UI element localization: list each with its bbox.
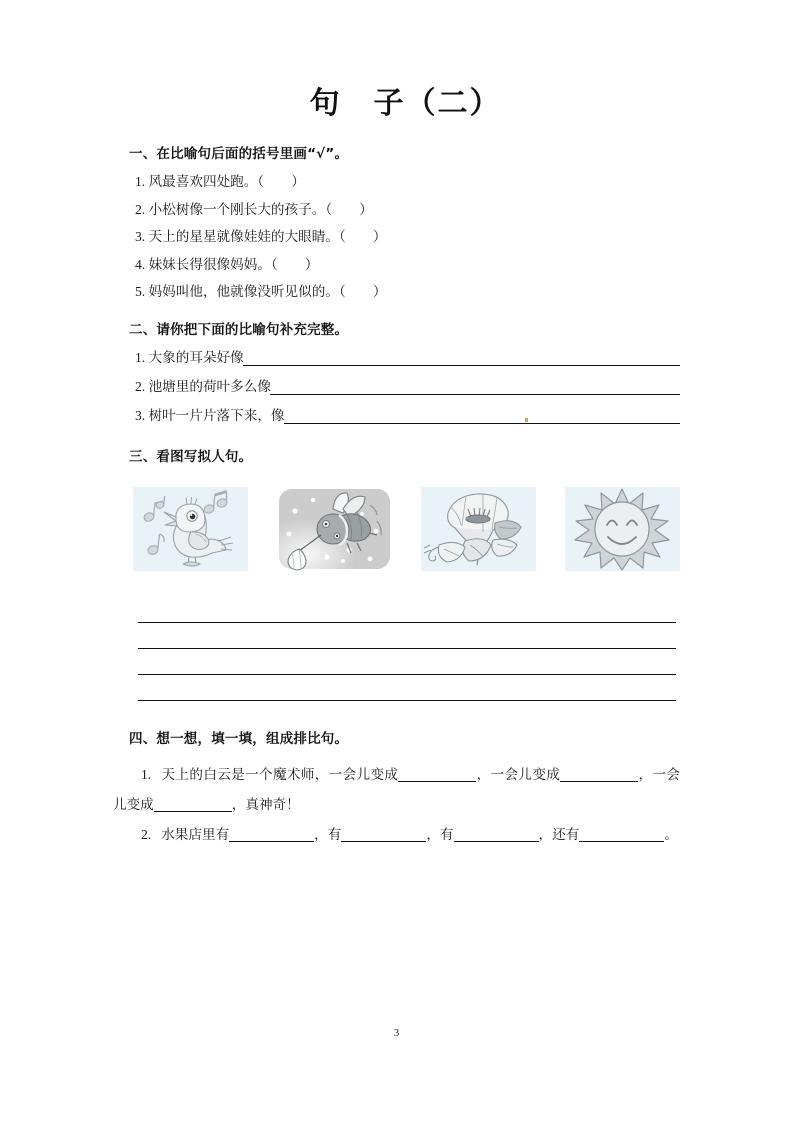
writing-line[interactable] xyxy=(138,597,676,623)
paragraph-text: 天上的白云是一个魔术师，一会儿变成 xyxy=(161,766,399,782)
paragraph-item xyxy=(113,760,680,820)
section-one xyxy=(113,142,680,299)
paragraph-text: ，一会儿变成 xyxy=(113,766,681,812)
picture-firefly-lantern xyxy=(277,487,392,571)
paragraph-text: 水果店里有 xyxy=(161,826,230,842)
question-item: 5. 妈妈叫他，他就像没听见似的。（ ） xyxy=(135,284,387,300)
question-item: 2. 小松树像一个刚长大的孩子。（ ） xyxy=(135,201,373,217)
answer-blank[interactable] xyxy=(154,811,232,812)
answer-blank[interactable] xyxy=(560,781,638,782)
writing-line[interactable] xyxy=(138,623,676,649)
writing-line[interactable] xyxy=(138,675,676,701)
answer-blank-line[interactable] xyxy=(243,352,680,366)
firefly-lantern-icon xyxy=(277,487,392,571)
question-item: 3. 天上的星星就像娃娃的大眼睛。（ ） xyxy=(135,229,387,245)
picture-strip xyxy=(133,487,680,571)
paragraph-text: ，一会儿变成 xyxy=(476,766,561,782)
page-content xyxy=(113,78,680,850)
answer-blank[interactable] xyxy=(229,841,314,842)
fill-in-row xyxy=(113,351,680,366)
ink-speck xyxy=(525,418,528,422)
answer-blank[interactable] xyxy=(454,841,539,842)
singing-bird-icon xyxy=(133,487,248,571)
paragraph-item xyxy=(113,820,680,850)
page-title: 句 子（二） xyxy=(309,86,502,121)
section-four xyxy=(113,727,680,850)
item-number: 2. xyxy=(141,826,152,842)
section-two xyxy=(113,318,680,424)
section-three xyxy=(113,445,680,701)
answer-blank[interactable] xyxy=(341,841,426,842)
paragraph-text: ，有 xyxy=(426,826,454,842)
answer-blank-line[interactable] xyxy=(284,410,680,424)
item-number: 1. xyxy=(141,766,152,782)
paragraph-text: 。 xyxy=(664,826,678,842)
answer-writing-lines xyxy=(113,597,680,701)
section-three-heading: 三、看图写拟人句。 xyxy=(129,448,253,465)
fill-in-label: 1. 大象的耳朵好像 xyxy=(135,349,244,365)
page-number: 3 xyxy=(393,1027,400,1039)
answer-blank[interactable] xyxy=(579,841,664,842)
section-one-heading: 一、在比喻句后面的括号里画“√”。 xyxy=(129,146,349,162)
answer-blank[interactable] xyxy=(398,781,476,782)
answer-blank-line[interactable] xyxy=(270,381,680,395)
smiling-sun-icon xyxy=(565,487,680,571)
fill-in-row xyxy=(113,409,680,424)
writing-line[interactable] xyxy=(138,649,676,675)
fill-in-label: 3. 树叶一片片落下来，像 xyxy=(135,407,285,423)
paragraph-text: ，还有 xyxy=(538,826,580,842)
morning-glory-icon xyxy=(421,487,536,571)
picture-smiling-sun xyxy=(565,487,680,571)
paragraph-text: ，有 xyxy=(314,826,342,842)
fill-in-row xyxy=(113,380,680,395)
section-two-heading: 二、请你把下面的比喻句补充完整。 xyxy=(129,321,349,338)
section-four-heading: 四、想一想，填一填，组成排比句。 xyxy=(129,730,349,747)
paragraph-text: ，真神奇！ xyxy=(231,796,300,812)
picture-morning-glory xyxy=(421,487,536,571)
fill-in-label: 2. 池塘里的荷叶多么像 xyxy=(135,378,271,394)
question-item: 4. 妹妹长得很像妈妈。（ ） xyxy=(135,256,319,272)
question-item: 1. 风最喜欢四处跑。（ ） xyxy=(135,174,305,189)
picture-singing-bird xyxy=(133,487,248,571)
